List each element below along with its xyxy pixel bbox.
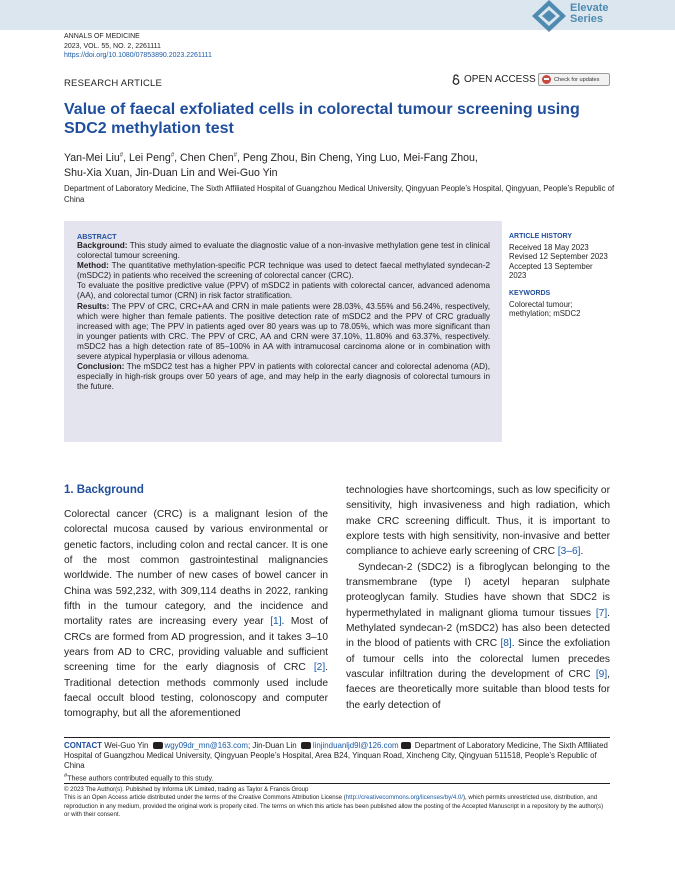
paragraph: Colorectal cancer (CRC) is a malignant lesion of the colorectal mucosa caused by various environmental or genetic factors, including colon and rectal cancer. It is one of the most common gastrointestinal malignancies worldwide. The number of new cases of bowel cancer in China was 592,232, with 309,114 deaths in 2022, ranking fifth in the tumour category, and the incidence and mortality rates are increasing every year [1]. Most of CRCs are formed from AD progression, and it takes 3–10 years from AD to CRC, providing valuable and sufficient screening time for the early diagnosis of CRC [2]. Traditional detection methods commonly used include faecal occult blood testing, colonoscopy and computer tomography, but all the aforementioned [64, 509, 328, 720]
author-line-2: Shu-Xia Xuan, Jin-Duan Lin and Wei-Guo Yin [64, 166, 278, 179]
envelope-icon [153, 742, 163, 749]
contact-info: CONTACT Wei-Guo Yin wgy09dr_mn@163.com; Jin-Duan Lin linjinduanljd9l@126.com Department of Laboratory Medicine, The Sixth Affiliated Hospital of Guangzhou Medical University, Qingyuan People’s Hospital, Area B24, Yinquan Road, Xincheng City, Qingyuan 511518, People’s Republic of China [64, 741, 608, 771]
paragraph: technologies have shortcomings, such as low specificity or sensitivity, high invasiveness and high radiation, which make CRC screening difficult. Thus, it is important to explore tests with high sensitivity, non-invasive and better compliance to achieve early screening of CRC [3–6]. [346, 485, 610, 558]
article-sidebar [509, 232, 609, 319]
doi-link[interactable]: https://doi.org/10.1080/07853890.2023.2261111 [64, 52, 212, 59]
license-text: This is an Open Access article distributed under the terms of the Creative Commons Attribution License (http://creativecommons.org/licenses/by/4.0/), which permits unrestricted use, distribution, and reproduction in any medium, provided the original work is properly cited. The terms on which this article has been published allow the posting of the Accepted Manuscript in a repository by the author(s) or with their consent. [64, 794, 604, 818]
logo-line-2: Series [570, 13, 604, 25]
body-column-right [346, 483, 610, 713]
email-link[interactable]: wgy09dr_mn@163.com [164, 741, 248, 750]
check-updates-button[interactable] [538, 73, 610, 86]
abstract-method-2: To evaluate the positive predictive value (PPV) of mSDC2 in patients with colorectal cancer, advanced adenoma (AA), and colorectal tumor (CRN) in risk factor stratification. [77, 281, 490, 301]
body-column-left [64, 483, 328, 722]
keywords: Colorectal tumour; methylation; mSDC2 [509, 299, 581, 319]
logo-line-1: Elevate [570, 2, 609, 14]
abstract-box [64, 221, 502, 442]
contact-label: CONTACT [64, 741, 102, 750]
email-link[interactable]: linjinduanljd9l@126.com [312, 741, 399, 750]
abstract-results: Results: The PPV of CRC, CRC+AA and CRN in male patients were 28.03%, 43.55% and 56.24%, respectively, which were higher than female patients. The positive detection rate of mSDC2 and the PPV of CRC gradually increased with age; The PPV in patients aged over 80 years was up to 78.05%, which was more significant than in younger patients with CRC. The PPV of CRC, AA and CRN were 37.10%, 11.80% and 63.37%, respectively. mSDC2 has a high detection rate of 85–100% in AA with intramucosal carcinoma alone or in combination with severe atypical hyperplasia or villous adenoma. [77, 301, 490, 362]
publisher-logo [532, 0, 652, 32]
crossmark-icon [542, 75, 551, 84]
revised-date: Revised 12 September 2023 [509, 252, 608, 262]
accepted-date: Accepted 13 September 2023 [509, 261, 593, 281]
article-title: Value of faecal exfoliated cells in colorectal tumour screening using SDC2 methylation test [64, 101, 580, 137]
license-link[interactable]: http://creativecommons.org/licenses/by/4.0/ [345, 794, 463, 802]
citation-link[interactable]: [3–6] [557, 546, 581, 558]
copyright-notice [64, 786, 610, 819]
history-heading: ARTICLE HISTORY [509, 233, 573, 240]
article-type: RESEARCH ARTICLE [64, 78, 163, 89]
envelope-icon [401, 742, 411, 749]
author-footnote: #These authors contributed equally to this study. [64, 773, 214, 783]
footnote-divider [64, 783, 610, 784]
open-lock-icon [452, 74, 460, 85]
abstract-heading: ABSTRACT [77, 232, 117, 241]
open-access-label: OPEN ACCESS [464, 74, 536, 85]
abstract-background: Background: This study aimed to evaluate the diagnostic value of a non-invasive methylation gene test in clinical colorectal tumour screening. [77, 241, 490, 261]
received-date: Received 18 May 2023 [509, 242, 589, 252]
citation-link[interactable]: [7] [595, 607, 608, 619]
keywords-heading: KEYWORDS [509, 289, 551, 297]
section-heading: 1. Background [64, 484, 144, 496]
diamond-logo-icon [532, 0, 566, 32]
check-updates-label: Check for updates [554, 76, 600, 83]
citation-link[interactable]: [8] [500, 638, 512, 650]
footer-divider [64, 737, 610, 738]
journal-volume: 2023, VOL. 55, NO. 2, 2261111 [64, 42, 161, 50]
abstract-method: Method: The quantitative methylation-specific PCR technique was used to detect faecal methylated syndecan-2 (mSDC2) in patients who received the screening of colorectal cancer (CRC). [77, 261, 490, 281]
citation-link[interactable]: [9] [595, 669, 608, 681]
abstract-conclusion: Conclusion: The mSDC2 test has a higher PPV in patients with colorectal cancer and colorectal adenoma (AD), especially in high-risk groups over 50 years of age, and may help in the early diagnosis of colorectal tumours in the future. [77, 362, 490, 392]
envelope-icon [301, 742, 311, 749]
journal-name: ANNALS OF MEDICINE [64, 33, 140, 40]
paragraph: Syndecan-2 (SDC2) is a fibroglycan belonging to the transmembrane (type I) acetyl heparan sulphate proteoglycan family. Studies have shown that SDC2 is hypermethylated in malignant glioma tumour tissues [7]. Methylated syndecan-2 (mSDC2) has also been detected in the blood of patients with CRC [8]. Since the exfoliation of tumour cells into the colorectal lumen precedes vascular infiltration during the development of CRC [9], faeces are theoretically more suitable than blood tests for the early detection of [346, 561, 610, 711]
copyright-line: © 2023 The Author(s). Published by Informa UK Limited, trading as Taylor & Francis Group [64, 786, 309, 793]
citation-link[interactable]: [1] [270, 616, 282, 628]
affiliation: Department of Laboratory Medicine, The Sixth Affiliated Hospital of Guangzhou Medical University, Qingyuan People’s Hospital, Qingyuan, People’s Republic of China [64, 184, 615, 204]
open-access-badge[interactable] [452, 74, 536, 85]
citation-link[interactable]: [2] [313, 662, 326, 674]
author-list [64, 148, 584, 181]
journal-info [64, 32, 212, 61]
author-line-1: Yan-Mei Liu#, Lei Peng#, Chen Chen#, Peng Zhou, Bin Cheng, Ying Luo, Mei-Fang Zhou, [64, 151, 478, 164]
